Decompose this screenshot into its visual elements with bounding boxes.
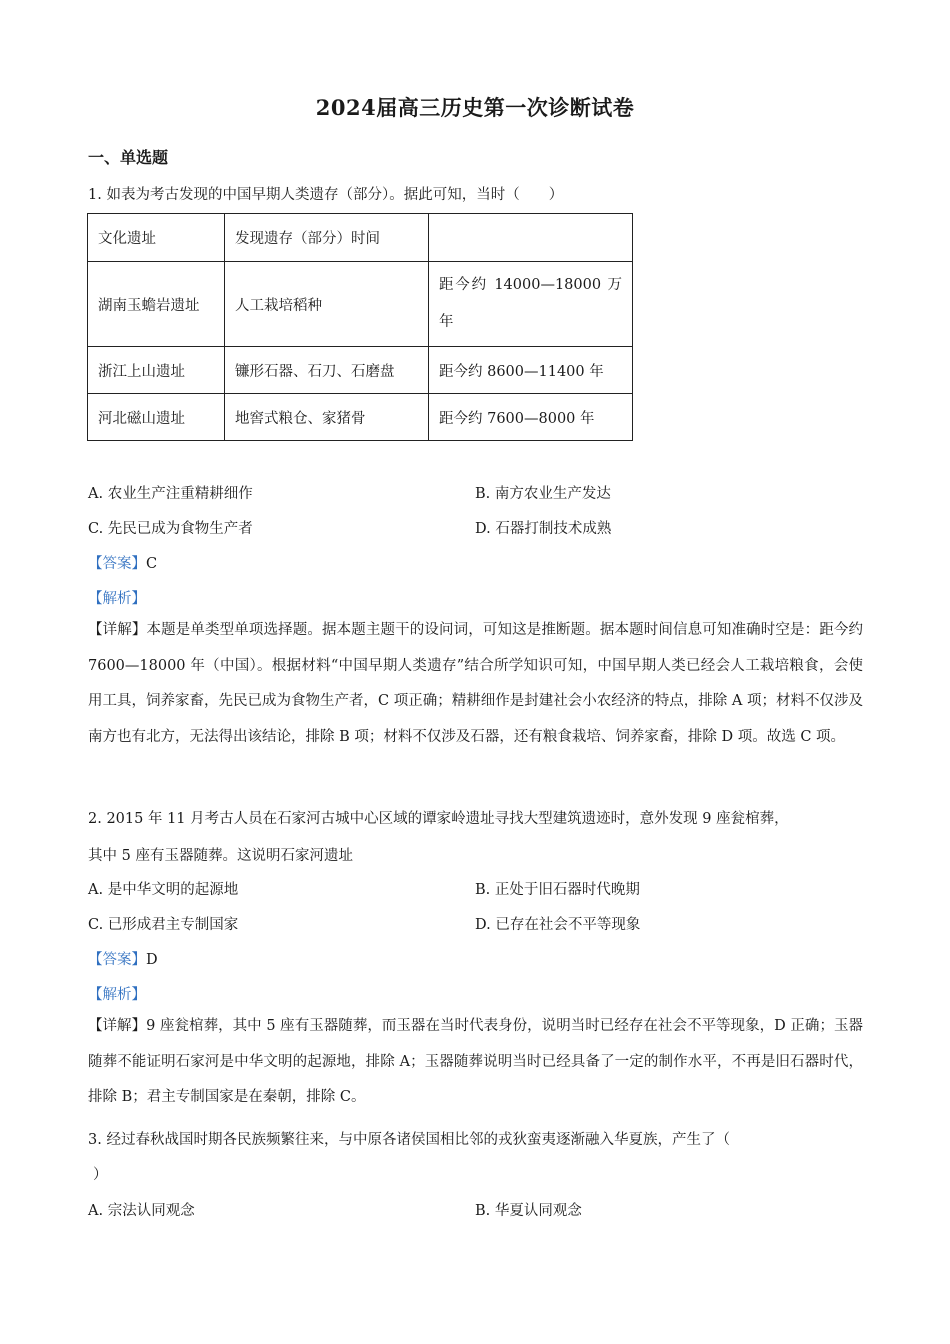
q3-option-a: A. 宗法认同观念	[88, 1203, 195, 1219]
table-header-cell: 文化遗址	[88, 214, 225, 262]
table-row	[88, 262, 633, 347]
table-cell: 地窖式粮仓、家猪骨	[225, 394, 429, 441]
q2-detail	[88, 1009, 863, 1116]
table-cell: 浙江上山遗址	[88, 347, 225, 394]
q2-option-b: B. 正处于旧石器时代晚期	[475, 882, 640, 898]
table-cell: 河北磁山遗址	[88, 394, 225, 441]
table-cell: 湖南玉蟾岩遗址	[88, 262, 225, 347]
table-cell: 距今约 8600—11400 年	[429, 347, 633, 394]
table-header-cell	[429, 214, 633, 262]
table-cell: 人工栽培稻种	[225, 262, 429, 347]
q1-analysis-tag: 【解析】	[88, 591, 146, 607]
q1-option-c: C. 先民已成为食物生产者	[88, 521, 253, 537]
q3-option-b: B. 华夏认同观念	[475, 1203, 582, 1219]
table-cell: 距今约 7600—8000 年	[429, 394, 633, 441]
answer-tag: 【答案】	[88, 556, 146, 572]
q2-option-d: D. 已存在社会不平等现象	[475, 917, 641, 933]
q1-detail-text: 本题是单类型单项选择题。据本题主题干的设问词，可知这是推断题。据本题时间信息可知准确时空是：距今约 7600—18000 年（中国）。根据材料“中国早期人类遗存”结合所学知识可知，中国早期人类已经会人工栽培粮食，会使用工具，饲养家畜，先民已成为食物生产者，C 项正确；精耕细作是封建社会小农经济的特点，排除 A 项；材料不仅涉及南方也有北方，无法得出该结论，排除 B 项；材料不仅涉及石器，还有粮食栽培、饲养家畜，排除 D 项。故选 C 项。	[88, 622, 863, 745]
q1-stem: 1. 如表为考古发现的中国早期人类遗存（部分）。据此可知，当时（ ）	[88, 187, 564, 203]
section-heading: 一、单选题	[88, 148, 169, 167]
relics-table	[87, 213, 633, 441]
detail-tag: 【详解】	[88, 1018, 147, 1034]
q3-stem-line2: ）	[93, 1167, 108, 1183]
detail-tag: 【详解】	[88, 622, 147, 638]
q2-answer-value: D	[146, 952, 158, 968]
q1-answer-value: C	[146, 556, 158, 572]
q1-option-a: A. 农业生产注重精耕细作	[88, 486, 253, 502]
q1-option-d: D. 石器打制技术成熟	[475, 521, 612, 537]
q2-option-c: C. 已形成君主专制国家	[88, 917, 239, 933]
q2-detail-text: 9 座瓮棺葬，其中 5 座有玉器随葬，而玉器在当时代表身份，说明当时已经存在社会不平等现象，D 正确；玉器随葬不能证明石家河是中华文明的起源地，排除 A；玉器随葬说明当时已经具备了一定的制作水平，不再是旧石器时代，排除 B；君主专制国家是在秦朝，排除 C。	[88, 1018, 864, 1105]
answer-tag: 【答案】	[88, 952, 146, 968]
q2-stem-line2: 其中 5 座有玉器随葬。这说明石家河遗址	[88, 848, 353, 864]
q2-option-a: A. 是中华文明的起源地	[88, 882, 239, 898]
table-header-cell: 发现遗存（部分）时间	[225, 214, 429, 262]
q1-answer	[88, 552, 157, 573]
page-title: 2024届高三历史第一次诊断试卷	[315, 95, 635, 120]
q3-stem-line1: 3. 经过春秋战国时期各民族频繁往来，与中原各诸侯国相比邻的戎狄蛮夷逐渐融入华夏族，产生了（	[88, 1132, 730, 1148]
table-cell: 镰形石器、石刀、石磨盘	[225, 347, 429, 394]
table-row	[88, 394, 633, 441]
q2-answer	[88, 948, 158, 969]
table-cell: 距今约 14000—18000 万年	[429, 262, 633, 347]
q2-stem-line1: 2. 2015 年 11 月考古人员在石家河古城中心区域的谭家岭遗址寻找大型建筑遗迹时，意外发现 9 座瓮棺葬，	[88, 811, 789, 827]
table-row	[88, 347, 633, 394]
q1-option-b: B. 南方农业生产发达	[475, 486, 611, 502]
table-header-row	[88, 214, 633, 262]
q1-detail	[88, 613, 863, 755]
q2-analysis-tag: 【解析】	[88, 987, 146, 1003]
